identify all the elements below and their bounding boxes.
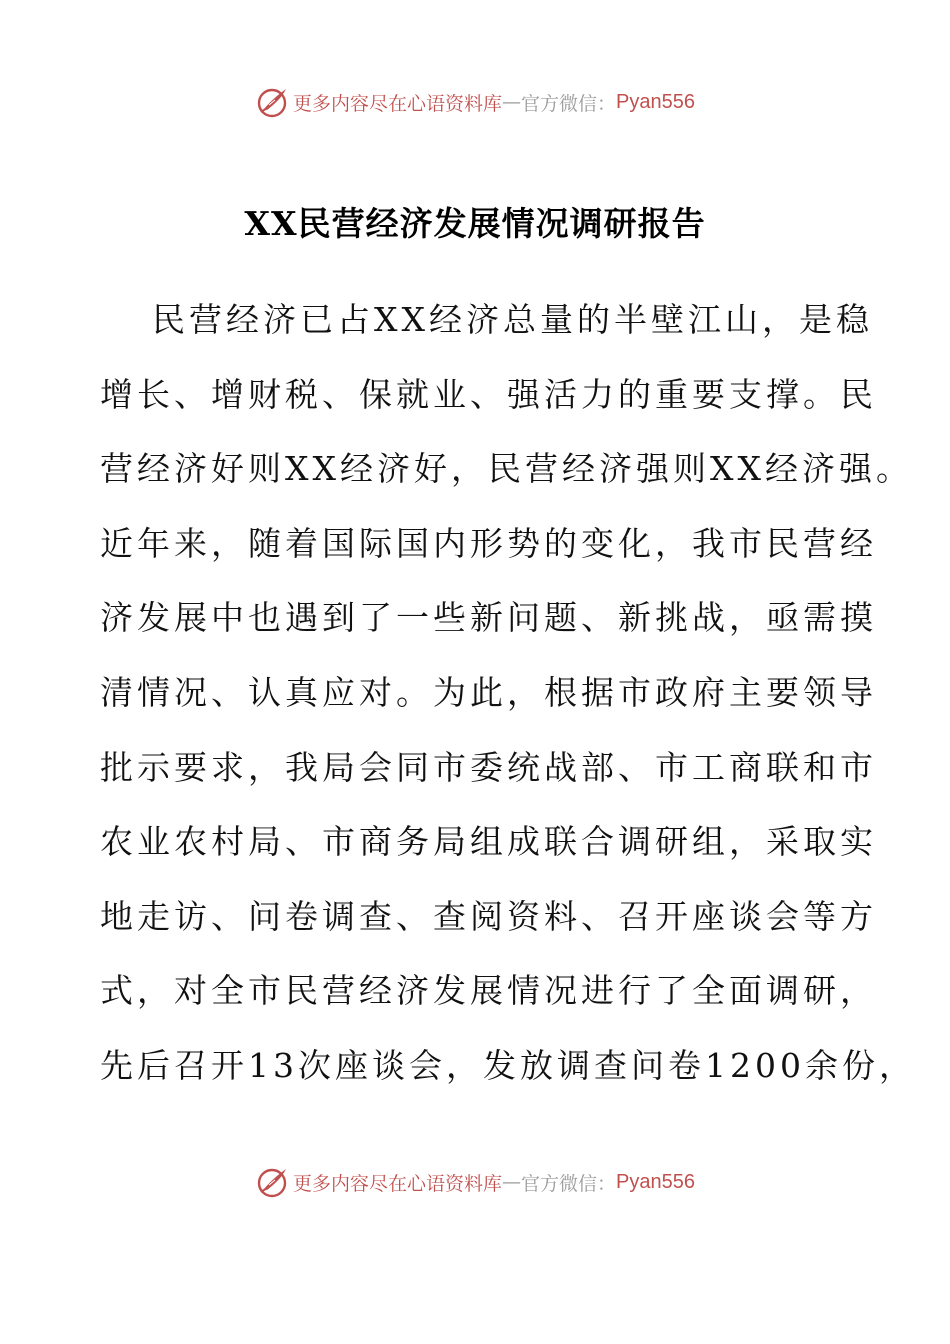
header-watermark-banner — [0, 82, 950, 122]
banner-wechat-label: 官方微信： — [521, 92, 617, 115]
banner-slogan: 更多内容尽在心语资料库 — [293, 92, 503, 115]
body-line: 营经济好则XX经济好，民营经济强则XX经济强。 — [100, 449, 913, 489]
banner-separator: — — [502, 1171, 522, 1193]
banner-wechat-label: 官方微信： — [521, 1172, 617, 1195]
document-title: XX民营经济发展情况调研报告 — [244, 204, 706, 243]
banner-wechat-account: Pyan556 — [616, 90, 695, 113]
banner-slogan: 更多内容尽在心语资料库 — [293, 1172, 503, 1195]
body-line: 济发展中也遇到了一些新问题、新挑战，亟需摸 — [100, 598, 877, 638]
body-line: 清情况、认真应对。为此，根据市政府主要领导 — [100, 672, 877, 712]
quill-pen-logo-icon — [255, 85, 289, 119]
body-line: 地走访、问卷调查、查阅资料、召开座谈会等方 — [100, 896, 877, 936]
body-line: 农业农村局、市商务局组成联合调研组，采取实 — [100, 822, 877, 862]
body-line: 批示要求，我局会同市委统战部、市工商联和市 — [100, 747, 877, 787]
banner-separator: — — [502, 91, 522, 113]
body-line: 先后召开13次座谈会，发放调查问卷1200余份， — [100, 1045, 916, 1085]
body-line: 近年来，随着国际国内形势的变化，我市民营经 — [100, 523, 877, 563]
footer-watermark-banner — [0, 1162, 950, 1202]
body-line: 增长、增财税、保就业、强活力的重要支撑。民 — [100, 374, 877, 414]
body-line: 式，对全市民营经济发展情况进行了全面调研， — [100, 971, 877, 1011]
banner-wechat-account: Pyan556 — [616, 1170, 695, 1193]
document-body — [100, 293, 916, 1114]
quill-pen-logo-icon — [255, 1165, 289, 1199]
body-line: 民营经济已占XX经济总量的半壁江山，是稳 — [152, 300, 873, 339]
